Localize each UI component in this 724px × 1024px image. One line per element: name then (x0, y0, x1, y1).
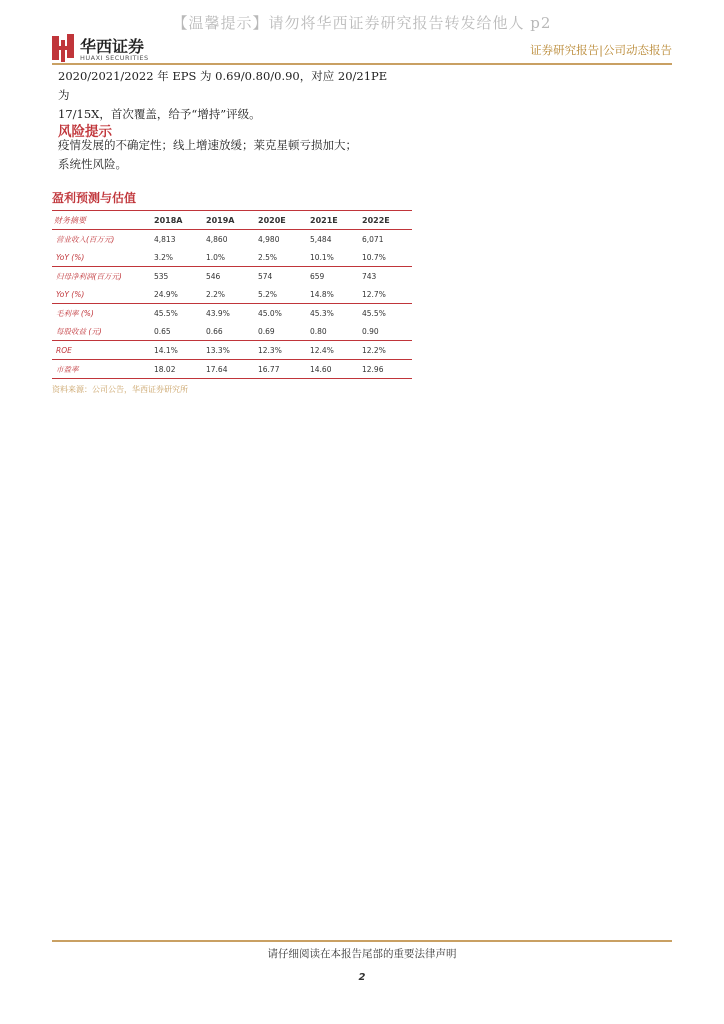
risk-paragraph (58, 136, 398, 174)
row-label: YoY (%) (56, 289, 85, 299)
table-cell: 43.9% (206, 308, 230, 318)
table-cell: 0.65 (154, 326, 171, 336)
table-cell: 14.1% (154, 345, 178, 355)
table-row (52, 360, 412, 379)
row-label: 营业收入(百万元) (56, 234, 115, 244)
table-cell: 659 (310, 271, 325, 281)
table-cell: 12.4% (310, 345, 334, 355)
table-cell: 2.2% (206, 289, 226, 299)
watermark-text: 【温馨提示】请勿将华西证券研究报告转发给他人 p2 (172, 14, 552, 32)
row-label: 毛利率 (%) (56, 308, 94, 318)
table-cell: 6,071 (362, 234, 384, 244)
table-cell: 18.02 (154, 364, 176, 374)
table-cell: 14.8% (310, 289, 334, 299)
row-label: YoY (%) (56, 252, 85, 262)
table-row (52, 322, 412, 341)
table-header-year: 2022E (362, 215, 390, 225)
table-cell: 45.3% (310, 308, 334, 318)
page-number: 2 (358, 972, 366, 983)
table-cell: 12.2% (362, 345, 386, 355)
table-cell: 0.90 (362, 326, 379, 336)
table-header-year: 2021E (310, 215, 338, 225)
table-cell: 45.5% (154, 308, 178, 318)
table-cell: 4,860 (206, 234, 228, 244)
table-cell: 10.7% (362, 252, 386, 262)
intro-paragraph (58, 67, 398, 124)
table-cell: 4,813 (154, 234, 176, 244)
table-cell: 0.69 (258, 326, 275, 336)
table-header-year: 2019A (206, 215, 235, 225)
legal-disclaimer: 请仔细阅读在本报告尾部的重要法律声明 (267, 948, 457, 960)
table-cell: 3.2% (154, 252, 174, 262)
table-cell: 574 (258, 271, 273, 281)
financial-summary-table (52, 210, 412, 379)
row-label: ROE (56, 345, 72, 355)
table-cell: 13.3% (206, 345, 230, 355)
intro-line-2: 17/15X，首次覆盖，给予“增持”评级。 (58, 107, 261, 121)
table-row (52, 341, 412, 360)
table-cell: 5.2% (258, 289, 278, 299)
forecast-table-title: 盈利预测与估值 (52, 191, 137, 205)
intro-line-1: 2020/2021/2022 年 EPS 为 0.69/0.80/0.90，对应 20/21PE 为 (58, 69, 388, 102)
table-cell: 5,484 (310, 234, 332, 244)
table-row (52, 285, 412, 304)
table-row (52, 248, 412, 267)
table-cell: 4,980 (258, 234, 280, 244)
table-cell: 16.77 (258, 364, 280, 374)
table-cell: 1.0% (206, 252, 226, 262)
row-label: 每股收益 (元) (56, 326, 102, 336)
logo-name-en: HUAXI SECURITIES (80, 54, 149, 62)
table-cell: 24.9% (154, 289, 178, 299)
table-row (52, 230, 412, 249)
table-cell: 2.5% (258, 252, 278, 262)
table-cell: 17.64 (206, 364, 228, 374)
risk-line-1: 疫情发展的不确定性；线上增速放缓；莱克星顿亏损加大； (58, 138, 357, 152)
table-cell: 45.0% (258, 308, 282, 318)
footer-divider (52, 940, 672, 942)
row-label: 市盈率 (56, 364, 79, 374)
risk-section-title: 风险提示 (58, 124, 112, 140)
huaxi-logo-icon (52, 34, 74, 62)
table-cell: 12.7% (362, 289, 386, 299)
row-label: 归母净利润(百万元) (56, 271, 122, 281)
table-cell: 0.80 (310, 326, 327, 336)
table-header-year: 2020E (258, 215, 286, 225)
table-row (52, 267, 412, 286)
header-divider (52, 63, 672, 65)
risk-line-2: 系统性风险。 (58, 157, 127, 171)
data-source-note: 资料来源：公司公告，华西证券研究所 (52, 385, 188, 394)
table-cell: 0.66 (206, 326, 223, 336)
table-cell: 10.1% (310, 252, 334, 262)
table-cell: 546 (206, 271, 221, 281)
table-header-year: 2018A (154, 215, 183, 225)
table-row (52, 304, 412, 323)
table-cell: 12.3% (258, 345, 282, 355)
table-cell: 535 (154, 271, 169, 281)
table-cell: 743 (362, 271, 377, 281)
table-cell: 14.60 (310, 364, 332, 374)
table-header-label: 财务摘要 (54, 215, 86, 225)
report-type-label: 证券研究报告|公司动态报告 (530, 43, 672, 57)
logo-name-cn: 华西证券 (80, 37, 145, 56)
table-cell: 12.96 (362, 364, 384, 374)
table-cell: 45.5% (362, 308, 386, 318)
table-header-row (52, 211, 412, 230)
